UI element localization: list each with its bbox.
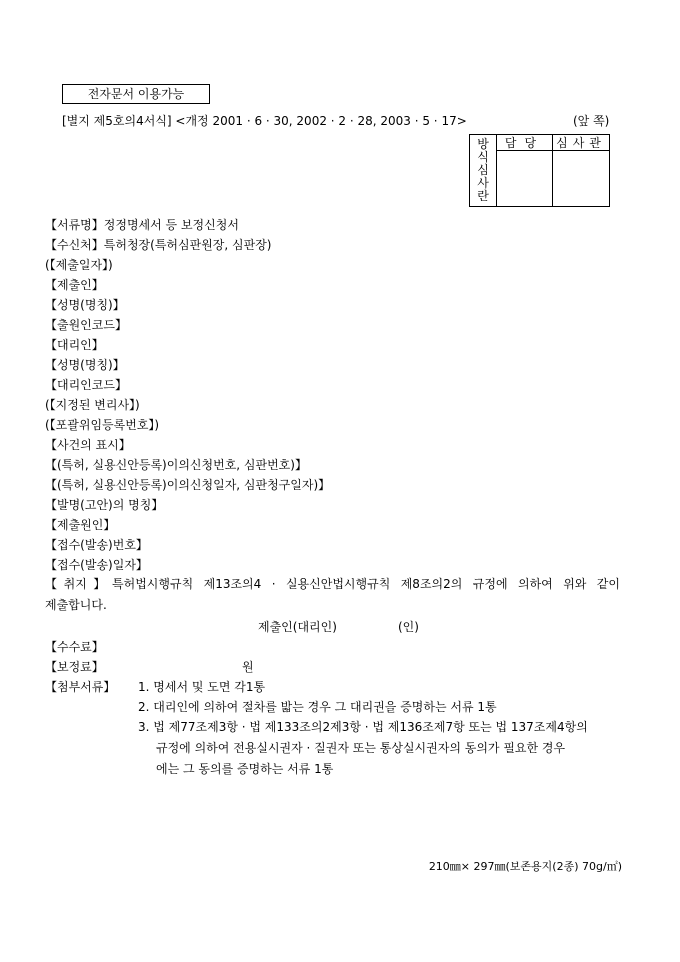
field-submitter-name: 【성명(명칭)】 (45, 298, 125, 312)
field-submission-date: (【제출일자】) (45, 258, 113, 272)
attachment-item-3-line-3: 에는 그 동의를 증명하는 서류 1통 (156, 762, 334, 776)
field-invention-title: 【발명(고안)의 명칭】 (45, 498, 164, 512)
approval-manager-cell (497, 151, 553, 207)
paper-size-footer: 210㎜× 297㎜(보존용지(2종) 70g/㎡) (428, 860, 622, 873)
field-opposition-date: 【(특허, 실용신안등록)이의신청일자, 심판청구일자)】 (45, 478, 331, 492)
attachments-label: 【첨부서류】 (45, 680, 116, 694)
approval-col-manager: 담당 (497, 135, 553, 151)
attachment-item-1: 1. 명세서 및 도면 각1통 (138, 680, 266, 694)
attachment-item-3-line-1: 3. 법 제77조제3항 · 법 제133조의2제3항 · 법 제136조제7항 또는 법 137조제4항의 (138, 720, 588, 734)
seal-mark: (인) (398, 620, 419, 634)
attachment-item-2: 2. 대리인에 의하여 절차를 밟는 경우 그 대리권을 증명하는 서류 1통 (138, 700, 497, 714)
field-receipt-number: 【접수(발송)번호】 (45, 538, 148, 552)
fee-label: 【수수료】 (45, 640, 104, 654)
field-general-power-number: (【포괄위임등록번호】) (45, 418, 160, 432)
field-receipt-date: 【접수(발송)일자】 (45, 558, 148, 572)
field-agent-code: 【대리인코드】 (45, 378, 127, 392)
field-submission-cause: 【제출원인】 (45, 518, 116, 532)
field-applicant-code: 【출원인코드】 (45, 318, 127, 332)
approval-table (469, 134, 610, 207)
field-case-indication: 【사건의 표시】 (45, 438, 131, 452)
purpose-line-1: 【취지】특허법시행규칙 제13조의4 · 실용신안법시행규칙 제8조의2의 규정에 의하여 위와 같이 (45, 577, 620, 591)
approval-col-examiner: 심사관 (553, 135, 610, 151)
approval-side-label: 방 식 심 사 란 (470, 135, 497, 207)
signature-label: 제출인(대리인) (258, 620, 337, 634)
field-recipient: 【수신처】특허청장(특허심판원장, 심판장) (45, 238, 272, 252)
approval-examiner-cell (553, 151, 610, 207)
field-opposition-number: 【(특허, 실용신안등록)이의신청번호, 심판번호)】 (45, 458, 307, 472)
electronic-document-badge: 전자문서 이용가능 (62, 84, 210, 104)
field-submitter: 【제출인】 (45, 278, 104, 292)
purpose-line-2: 제출합니다. (45, 598, 107, 612)
form-header: [별지 제5호의4서식] <개정 2001 · 6 · 30, 2002 · 2 · 28, 2003 · 5 · 17> (62, 114, 467, 128)
correction-fee-unit: 원 (242, 660, 254, 674)
field-agent: 【대리인】 (45, 338, 104, 352)
attachment-item-3-line-2: 규정에 의하여 전용실시권자 · 질권자 또는 통상실시권자의 동의가 필요한 경우 (156, 741, 566, 755)
correction-fee-label: 【보정료】 (45, 660, 104, 674)
field-document-name: 【서류명】정정명세서 등 보정신청서 (45, 218, 239, 232)
field-designated-attorney: (【지정된 변리사】) (45, 398, 140, 412)
field-agent-name: 【성명(명칭)】 (45, 358, 125, 372)
page-side-label: (앞 쪽) (573, 114, 610, 128)
